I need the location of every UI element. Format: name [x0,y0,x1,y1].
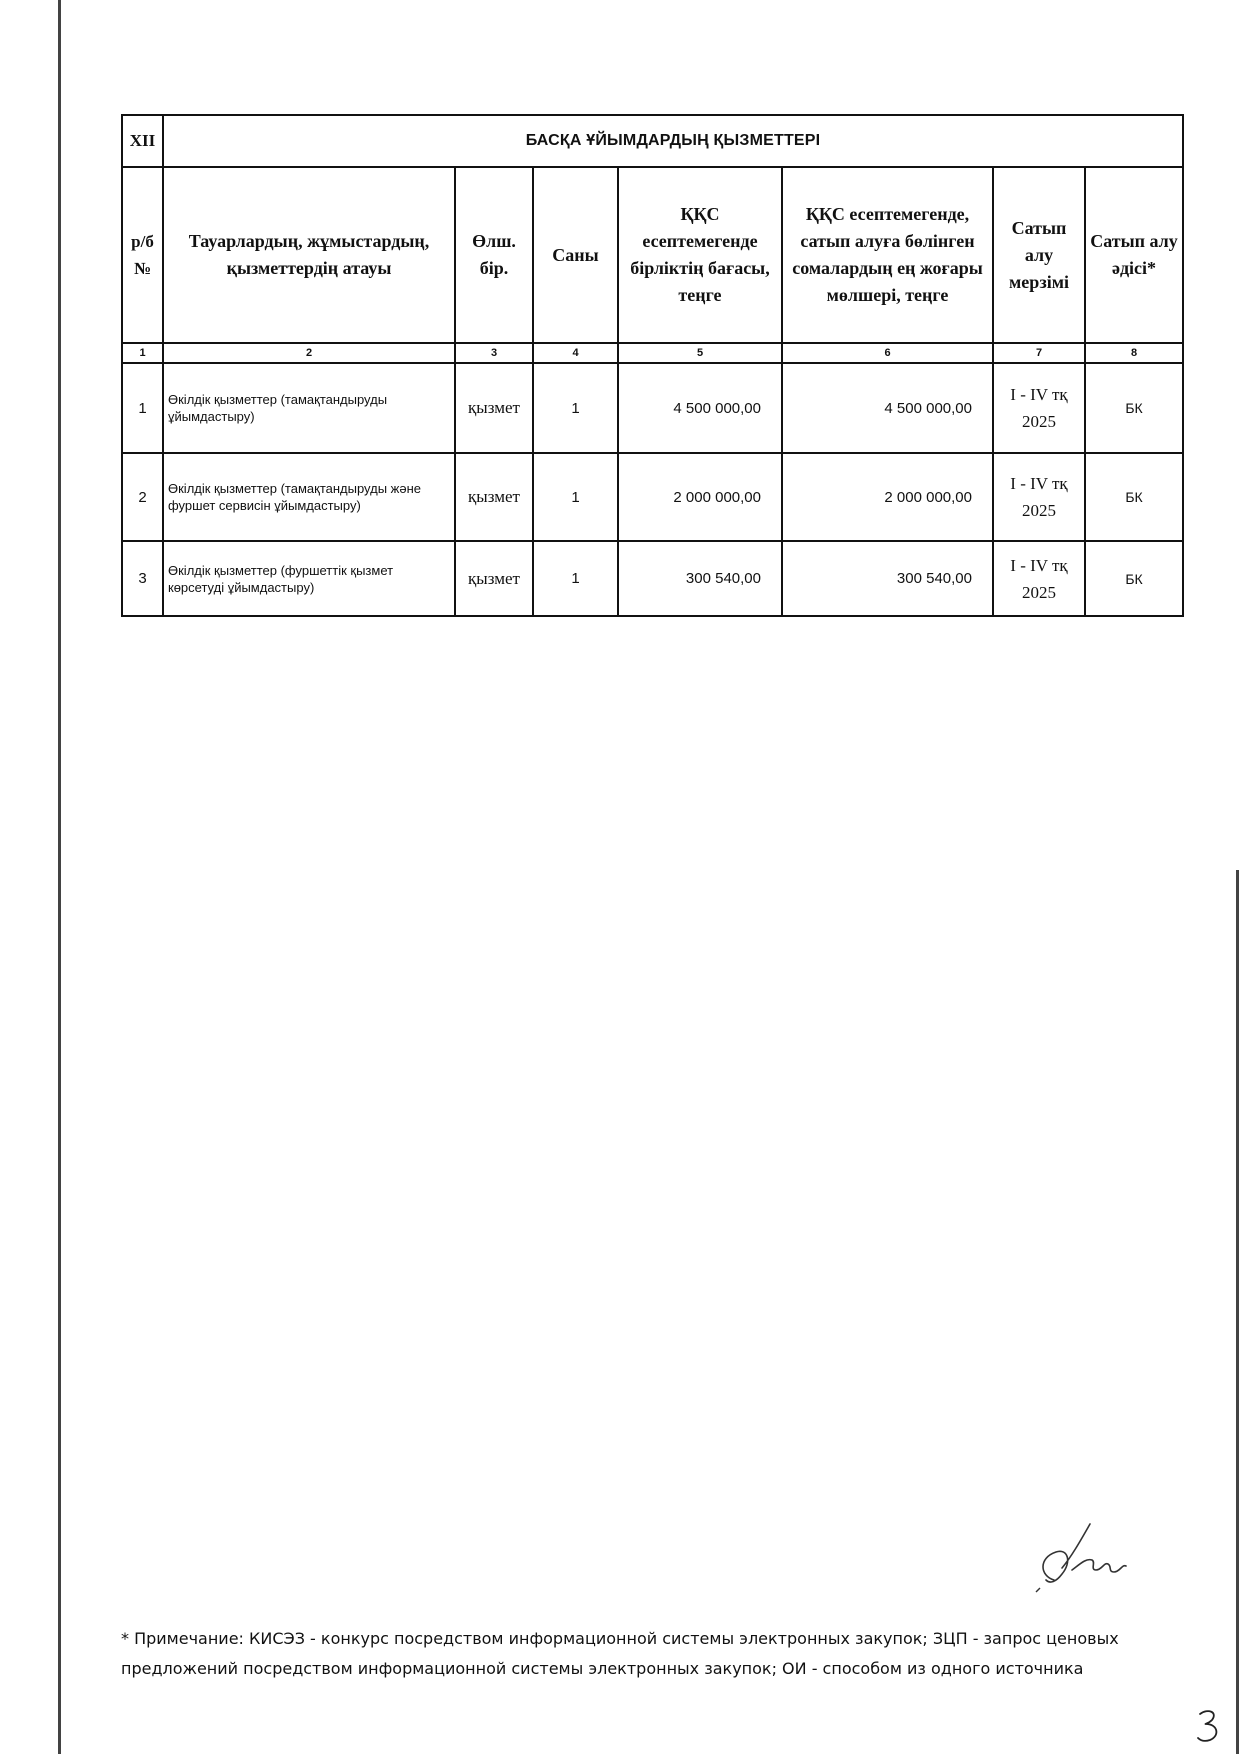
item-name: Өкілдік қызметтер (фуршеттік қызмет көрсетуді ұйымдастыру) [163,541,455,616]
section-number: XII [122,115,163,167]
item-total-amount: 300 540,00 [782,541,993,616]
row-number: 3 [122,541,163,616]
item-total-amount: 4 500 000,00 [782,363,993,453]
item-name: Өкілдік қызметтер (тамақтандыруды және фуршет сервисін ұйымдастыру) [163,453,455,541]
header-unit: Өлш. бір. [455,167,533,343]
header-term: Сатып алу мерзімі [993,167,1085,343]
item-quantity: 1 [533,541,618,616]
item-unit: қызмет [455,453,533,541]
row-number: 1 [122,363,163,453]
item-term: I - IV тқ 2025 [993,363,1085,453]
footnote: * Примечание: КИСЭЗ - конкурс посредством информационной системы электронных закупок; ЗЦП - запрос ценовых предложений посредством информационной системы электронных закупок; ОИ - способом из одного источника [121,1629,1119,1678]
item-method: БК [1085,363,1183,453]
header-row-number: р/б № [122,167,163,343]
column-number: 3 [455,343,533,363]
item-term: I - IV тқ 2025 [993,541,1085,616]
column-number: 8 [1085,343,1183,363]
scan-left-edge [58,0,61,1754]
procurement-table [121,114,1184,617]
item-unit-price: 4 500 000,00 [618,363,782,453]
item-quantity: 1 [533,453,618,541]
item-quantity: 1 [533,363,618,453]
item-unit-price: 2 000 000,00 [618,453,782,541]
column-number: 5 [618,343,782,363]
column-number: 1 [122,343,163,363]
table-row [122,541,1183,616]
column-number: 7 [993,343,1085,363]
item-unit: қызмет [455,541,533,616]
column-number: 2 [163,343,455,363]
header-unit-price: ҚҚС есептемегенде бірліктің бағасы, теңге [618,167,782,343]
header-quantity: Саны [533,167,618,343]
handwritten-signature [1032,1518,1142,1598]
item-method: БК [1085,541,1183,616]
header-method: Сатып алу әдісі* [1085,167,1183,343]
item-unit: қызмет [455,363,533,453]
table-row [122,363,1183,453]
column-number: 4 [533,343,618,363]
row-number: 2 [122,453,163,541]
column-header-row [122,167,1183,343]
section-header-row [122,115,1183,167]
item-term: I - IV тқ 2025 [993,453,1085,541]
column-number: 6 [782,343,993,363]
handwritten-page-number [1194,1706,1224,1746]
column-number-row [122,343,1183,363]
table-row [122,453,1183,541]
scan-right-edge [1236,870,1239,1754]
item-name: Өкілдік қызметтер (тамақтандыруды ұйымдастыру) [163,363,455,453]
section-title: БАСҚА ҰЙЫМДАРДЫҢ ҚЫЗМЕТТЕРІ [163,115,1183,167]
item-unit-price: 300 540,00 [618,541,782,616]
item-total-amount: 2 000 000,00 [782,453,993,541]
header-total-amount: ҚҚС есептемегенде, сатып алуға бөлінген сомалардың ең жоғары мөлшері, теңге [782,167,993,343]
header-name: Тауарлардың, жұмыстардың, қызметтердің атауы [163,167,455,343]
item-method: БК [1085,453,1183,541]
